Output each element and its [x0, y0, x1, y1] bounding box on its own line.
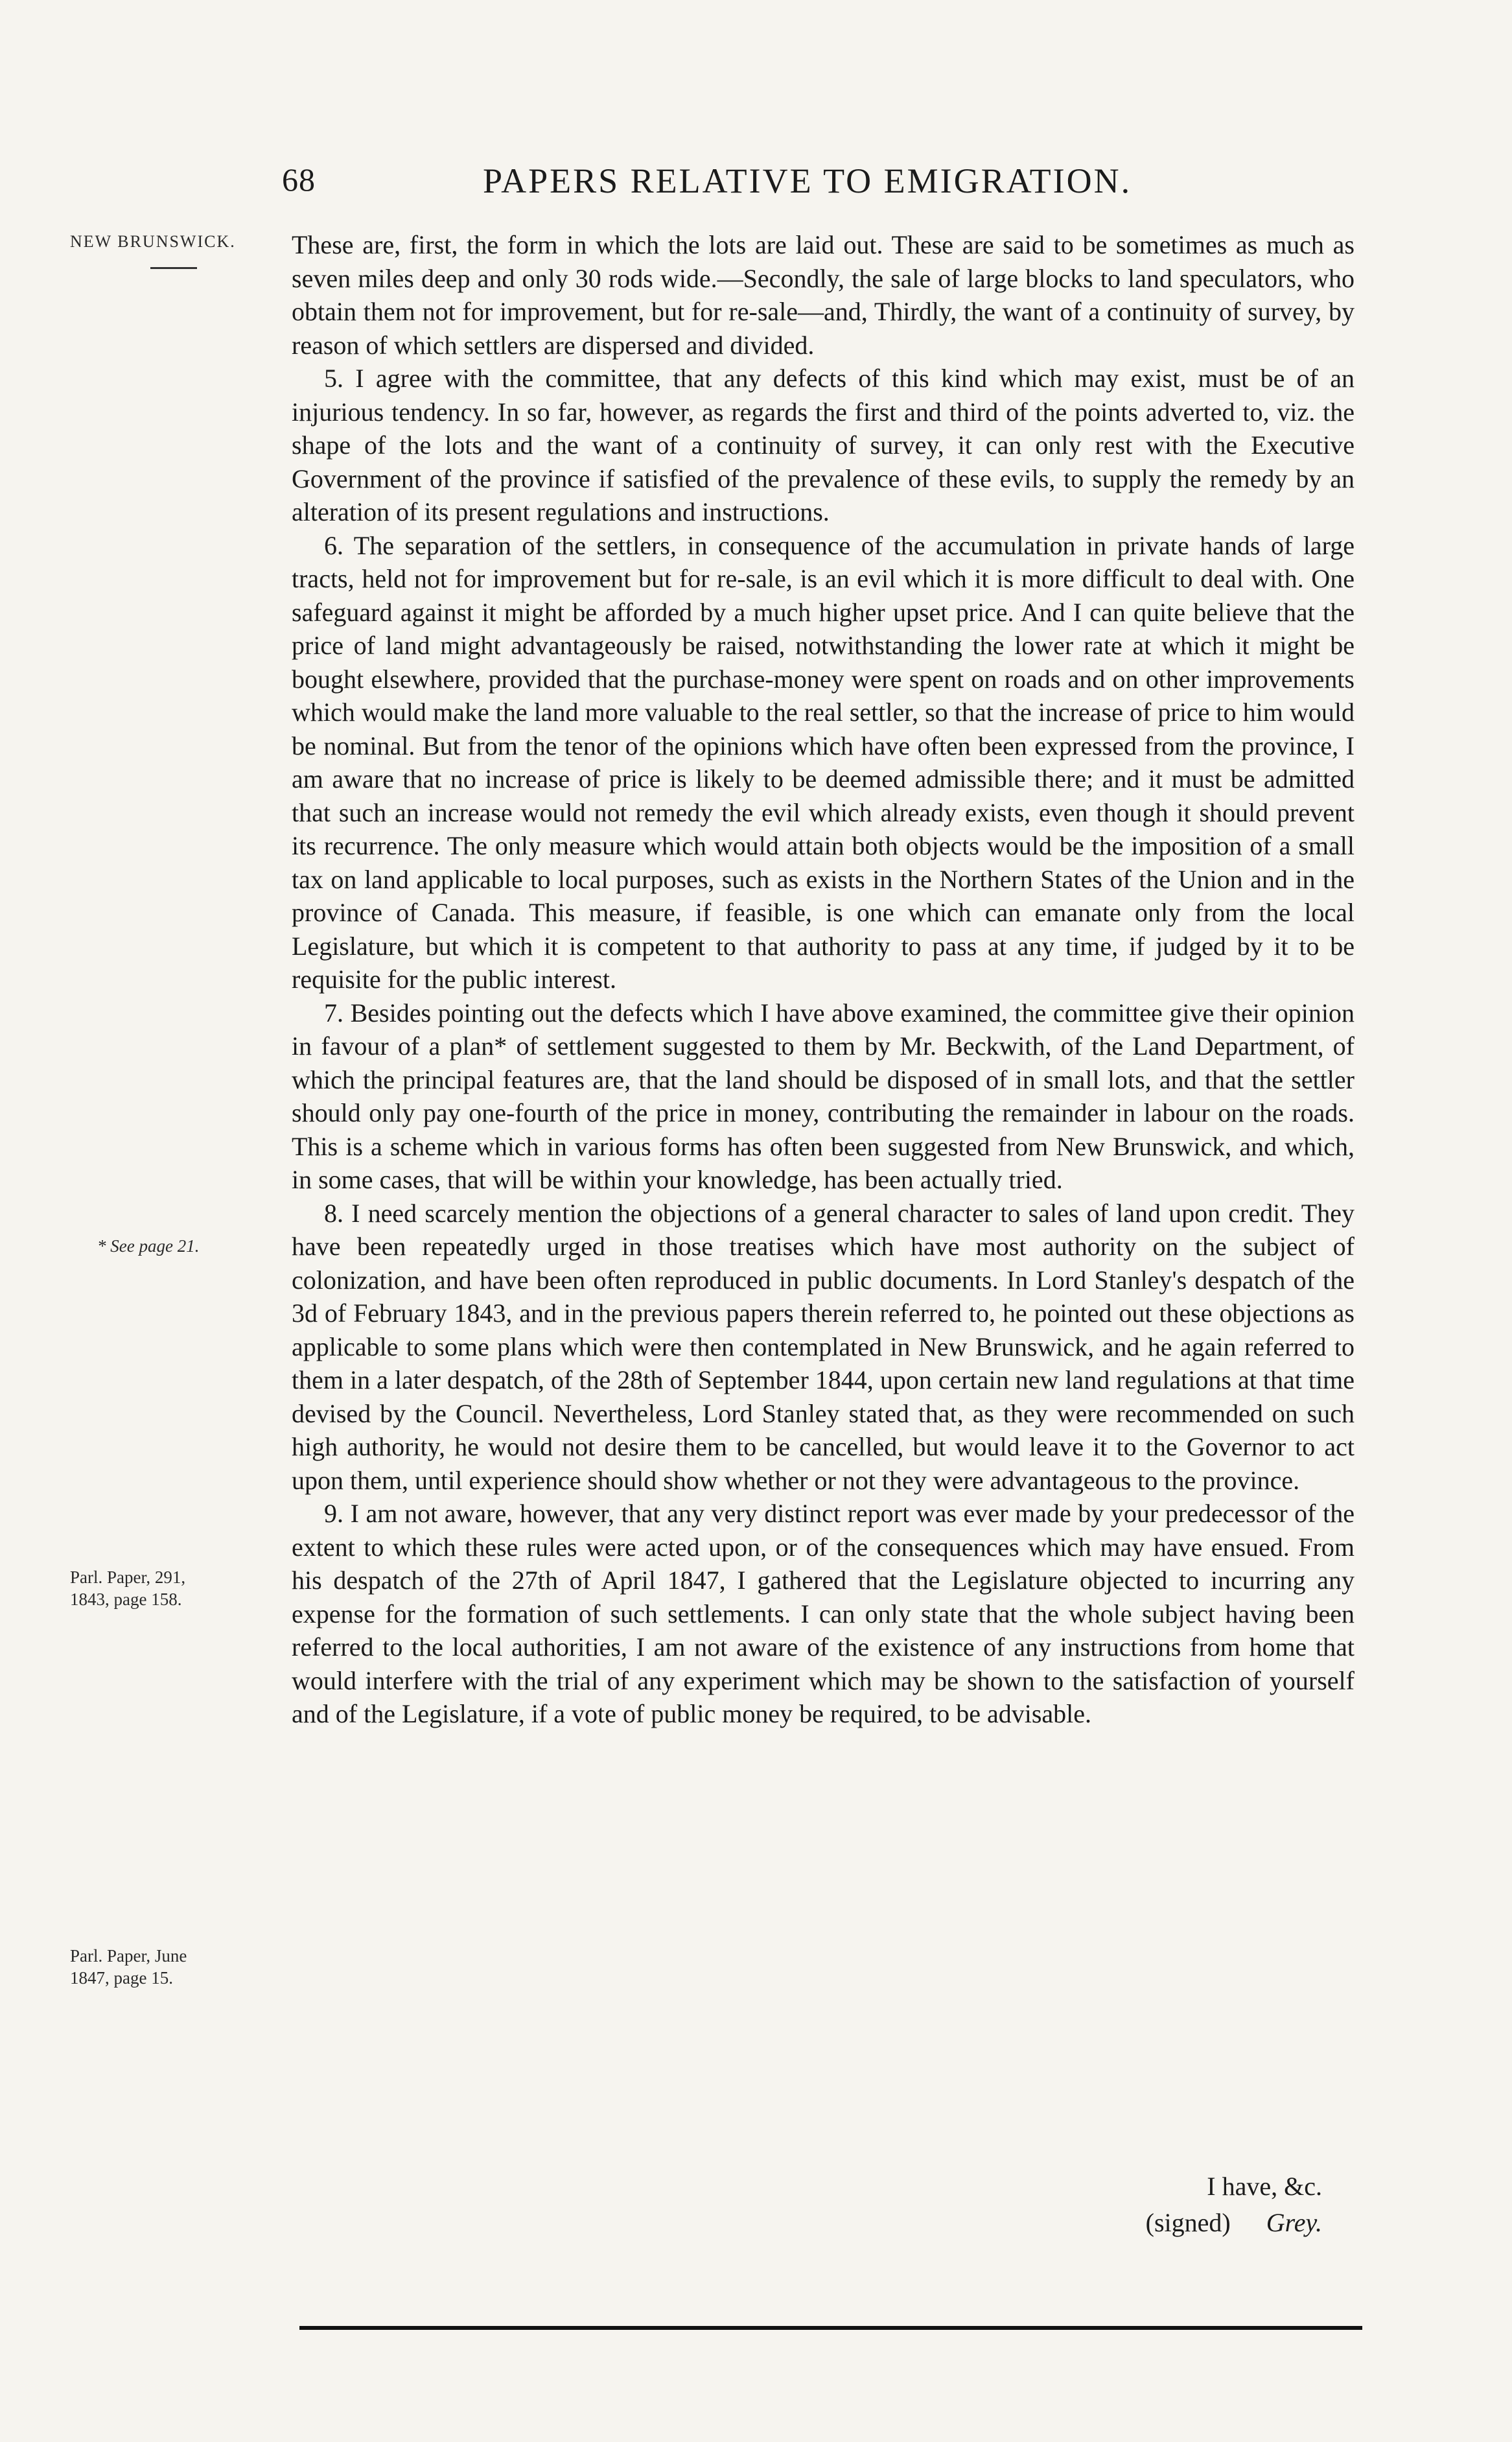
- margin-note-parl-paper-1-line2: 1843, page 158.: [70, 1590, 182, 1609]
- margin-note-parl-paper-1-line1: Parl. Paper, 291,: [70, 1567, 186, 1587]
- margin-note-parl-paper-2: [70, 1945, 187, 1989]
- running-title: PAPERS RELATIVE TO EMIGRATION.: [483, 161, 1132, 200]
- page-number: 68: [282, 161, 316, 198]
- paragraph-9: 9. I am not aware, however, that any very distinct report was ever made by your predecessor of the extent to which these rules were acted upon, or of the consequences which may have ensued. From his despatch of the 27th of April 1847, I gathered that the Legislature objected to incurring any expense for the formation of such settlements. I can only state that the whole subject having been referred to the local authorities, I am not aware of the existence of any instructions from home that would interfere with the trial of any experiment which may be shown to the satisfaction of yourself and of the Legislature, if a vote of public money be required, to be advisable.: [292, 1499, 1355, 1728]
- paragraph-8: 8. I need scarcely mention the objections of a general character to sales of land upon credit. They have been repeatedly urged in those treatises which have most authority on the subject of colonization, and have been often reproduced in public documents. In Lord Stanley's despatch of the 3d of February 1843, and in the previous papers therein referred to, he pointed out these objections as applicable to some plans which were then contemplated in New Brunswick, and he again referred to them in a later despatch, of the 28th of September 1844, upon certain new land regulations at that time devised by the Council. Nevertheless, Lord Stanley stated that, as they were recommended on such high authority, he would not desire them to be cancelled, but would leave it to the Governor to act upon them, until experience should show whether or not they were advantageous to the province.: [292, 1198, 1355, 1495]
- margin-sidehead: NEW BRUNSWICK.: [70, 232, 236, 251]
- letter-body: [292, 228, 1355, 1731]
- page-header: [0, 161, 1512, 206]
- signature-line: [292, 2205, 1322, 2241]
- margin-note-parl-paper-1: [70, 1566, 185, 1610]
- salutation: I have, &c.: [1207, 2172, 1322, 2201]
- paragraph-5: 5. I agree with the committee, that any defects of this kind which may exist, must be of an injurious tendency. In so far, however, as regards the first and third of the points adverted to, viz. the shape of the lots and the want of a continuity of survey, it can only rest with the Executive Government of the province if satisfied of the prevalence of these evils, to supply the remedy by an alteration of its present regulations and instructions.: [292, 364, 1355, 526]
- margin-note-parl-paper-2-line1: Parl. Paper, June: [70, 1946, 187, 1966]
- margin-note-see-page: * See page 21.: [97, 1236, 200, 1256]
- paragraph-7: 7. Besides pointing out the defects which I have above examined, the committee give their opinion in favour of a plan* of settlement suggested to them by Mr. Beckwith, of the Land Department, of which the principal features are, that the land should be disposed of in small lots, and that the settler should only pay one-fourth of the price in money, contributing the remainder in labour on the roads. This is a scheme which in various forms has often been suggested from New Brunswick, and which, in some cases, that will be within your knowledge, has been actually tried.: [292, 998, 1355, 1194]
- margin-sidehead-rule: [150, 267, 197, 269]
- paragraph-continuation: These are, first, the form in which the lots are laid out. These are said to be sometimes as much as seven miles deep and only 30 rods wide.—Secondly, the sale of large blocks to land speculators, who obtain them not for improvement, but for re-sale—and, Thirdly, the want of a continuity of survey, by reason of which settlers are dispersed and divided.: [292, 230, 1355, 360]
- letter-closing: [292, 2168, 1322, 2241]
- paragraph-6: 6. The separation of the settlers, in consequence of the accumulation in private hands of large tracts, held not for improvement but for re-sale, is an evil which it is more difficult to deal with. One safeguard against it might be afforded by a much higher upset price. And I can quite believe that the price of land might advantageously be raised, notwithstanding the lower rate at which it might be bought elsewhere, provided that the purchase-money were spent on roads and on other improvements which would make the land more valuable to the real settler, so that the increase of price to him would be nominal. But from the tenor of the opinions which have often been expressed from the province, I am aware that no increase of price is likely to be deemed admissible there; and it must be admitted that such an increase would not remedy the evil which already exists, even though it should prevent its recurrence. The only measure which would attain both objects would be the imposition of a small tax on land applicable to local purposes, such as exists in the Northern States of the Union and in the province of Canada. This measure, if feasible, is one which can emanate only from the local Legislature, but which it is competent to that authority to pass at any time, if judged by it to be requisite for the public interest.: [292, 530, 1355, 994]
- signature: Grey.: [1266, 2208, 1322, 2237]
- signed-label: (signed): [1145, 2208, 1231, 2237]
- bottom-rule: [299, 2326, 1362, 2330]
- margin-note-parl-paper-2-line2: 1847, page 15.: [70, 1968, 173, 1988]
